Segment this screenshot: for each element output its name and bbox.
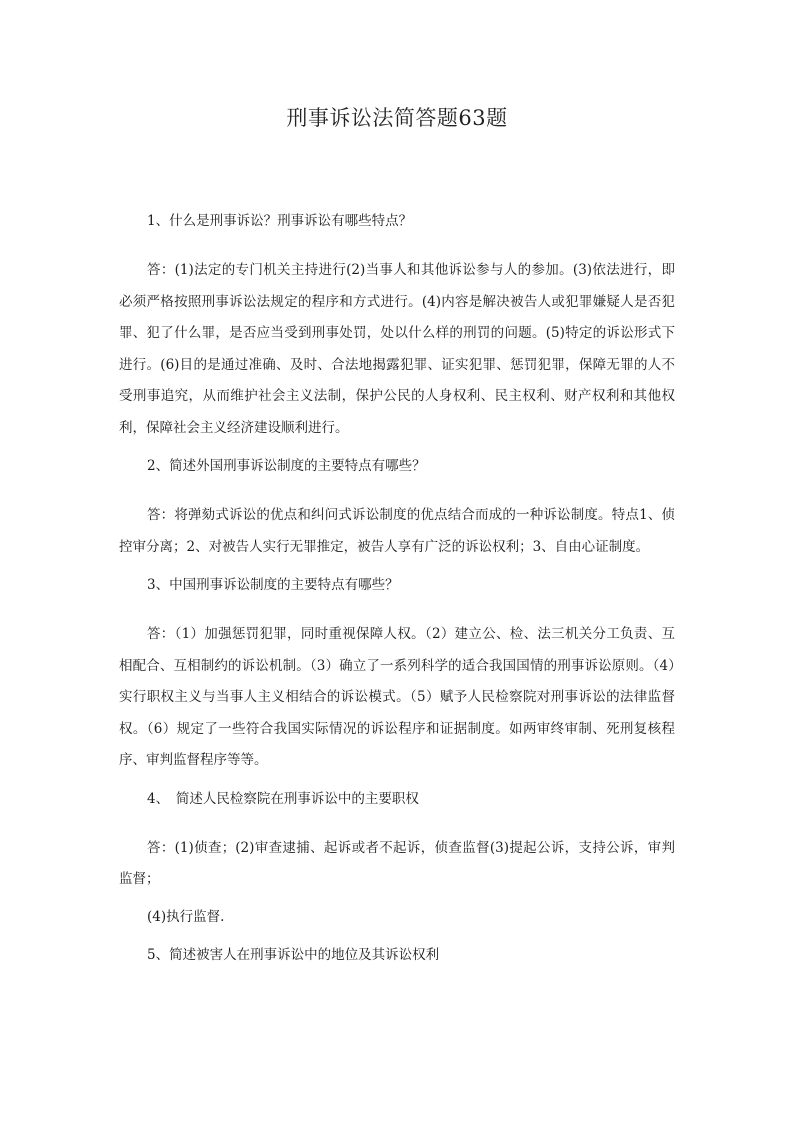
answer-2: 答：将弹劾式诉讼的优点和纠问式诉讼制度的优点结合而成的一种诉讼制度。特点1、侦控审分离；2、对被告人实行无罪推定，被告人享有广泛的诉讼权利；3、自由心证制度。: [119, 507, 675, 555]
question-1: 1、什么是刑事诉讼？刑事诉讼有哪些特点？: [147, 213, 413, 229]
question-5: 5、简述被害人在刑事诉讼中的地位及其诉讼权利: [147, 947, 440, 963]
document-body: [119, 210, 675, 989]
answer-4-continued: (4)执行监督.: [147, 908, 225, 925]
question-3: 3、中国刑事诉讼制度的主要特点有哪些？: [147, 577, 399, 593]
answer-1: 答：(1)法定的专门机关主持进行(2)当事人和其他诉讼参与人的参加。(3)依法进行，即必须严格按照刑事诉讼法规定的程序和方式进行。(4)内容是解决被告人或犯罪嫌疑人是否犯罪、犯了什么罪，是否应当受到刑事处罚，处以什么样的刑罚的问题。(5)特定的诉讼形式下进行。(6)目的是通过准确、及时、合法地揭露犯罪、证实犯罪、惩罚犯罪，保障无罪的人不受刑事追究，从而维护社会主义法制，保护公民的人身权利、民主权利、财产权利和其他权利，保障社会主义经济建设顺利进行。: [119, 262, 675, 436]
question-4: 4、 简述人民检察院在刑事诉讼中的主要职权: [147, 790, 419, 807]
answer-3: 答：（1）加强惩罚犯罪，同时重视保障人权。（2）建立公、检、法三机关分工负责、互相配合、互相制约的诉讼机制。（3）确立了一系列科学的适合我国国情的刑事诉讼原则。（4）实行职权主义与当事人主义相结合的诉讼模式。（5）赋予人民检察院对刑事诉讼的法律监督权。（6）规定了一些符合我国实际情况的诉讼程序和证据制度。如两审终审制、死刑复核程序、审判监督程序等等。: [119, 626, 675, 768]
answer-4: 答：(1)侦查；(2)审查逮捕、起诉或者不起诉，侦查监督(3)提起公诉，支持公诉，审判监督；: [119, 839, 675, 887]
document-title: 刑事诉讼法简答题63题: [286, 106, 508, 130]
question-2: 2、简述外国刑事诉讼制度的主要特点有哪些？: [147, 458, 426, 474]
